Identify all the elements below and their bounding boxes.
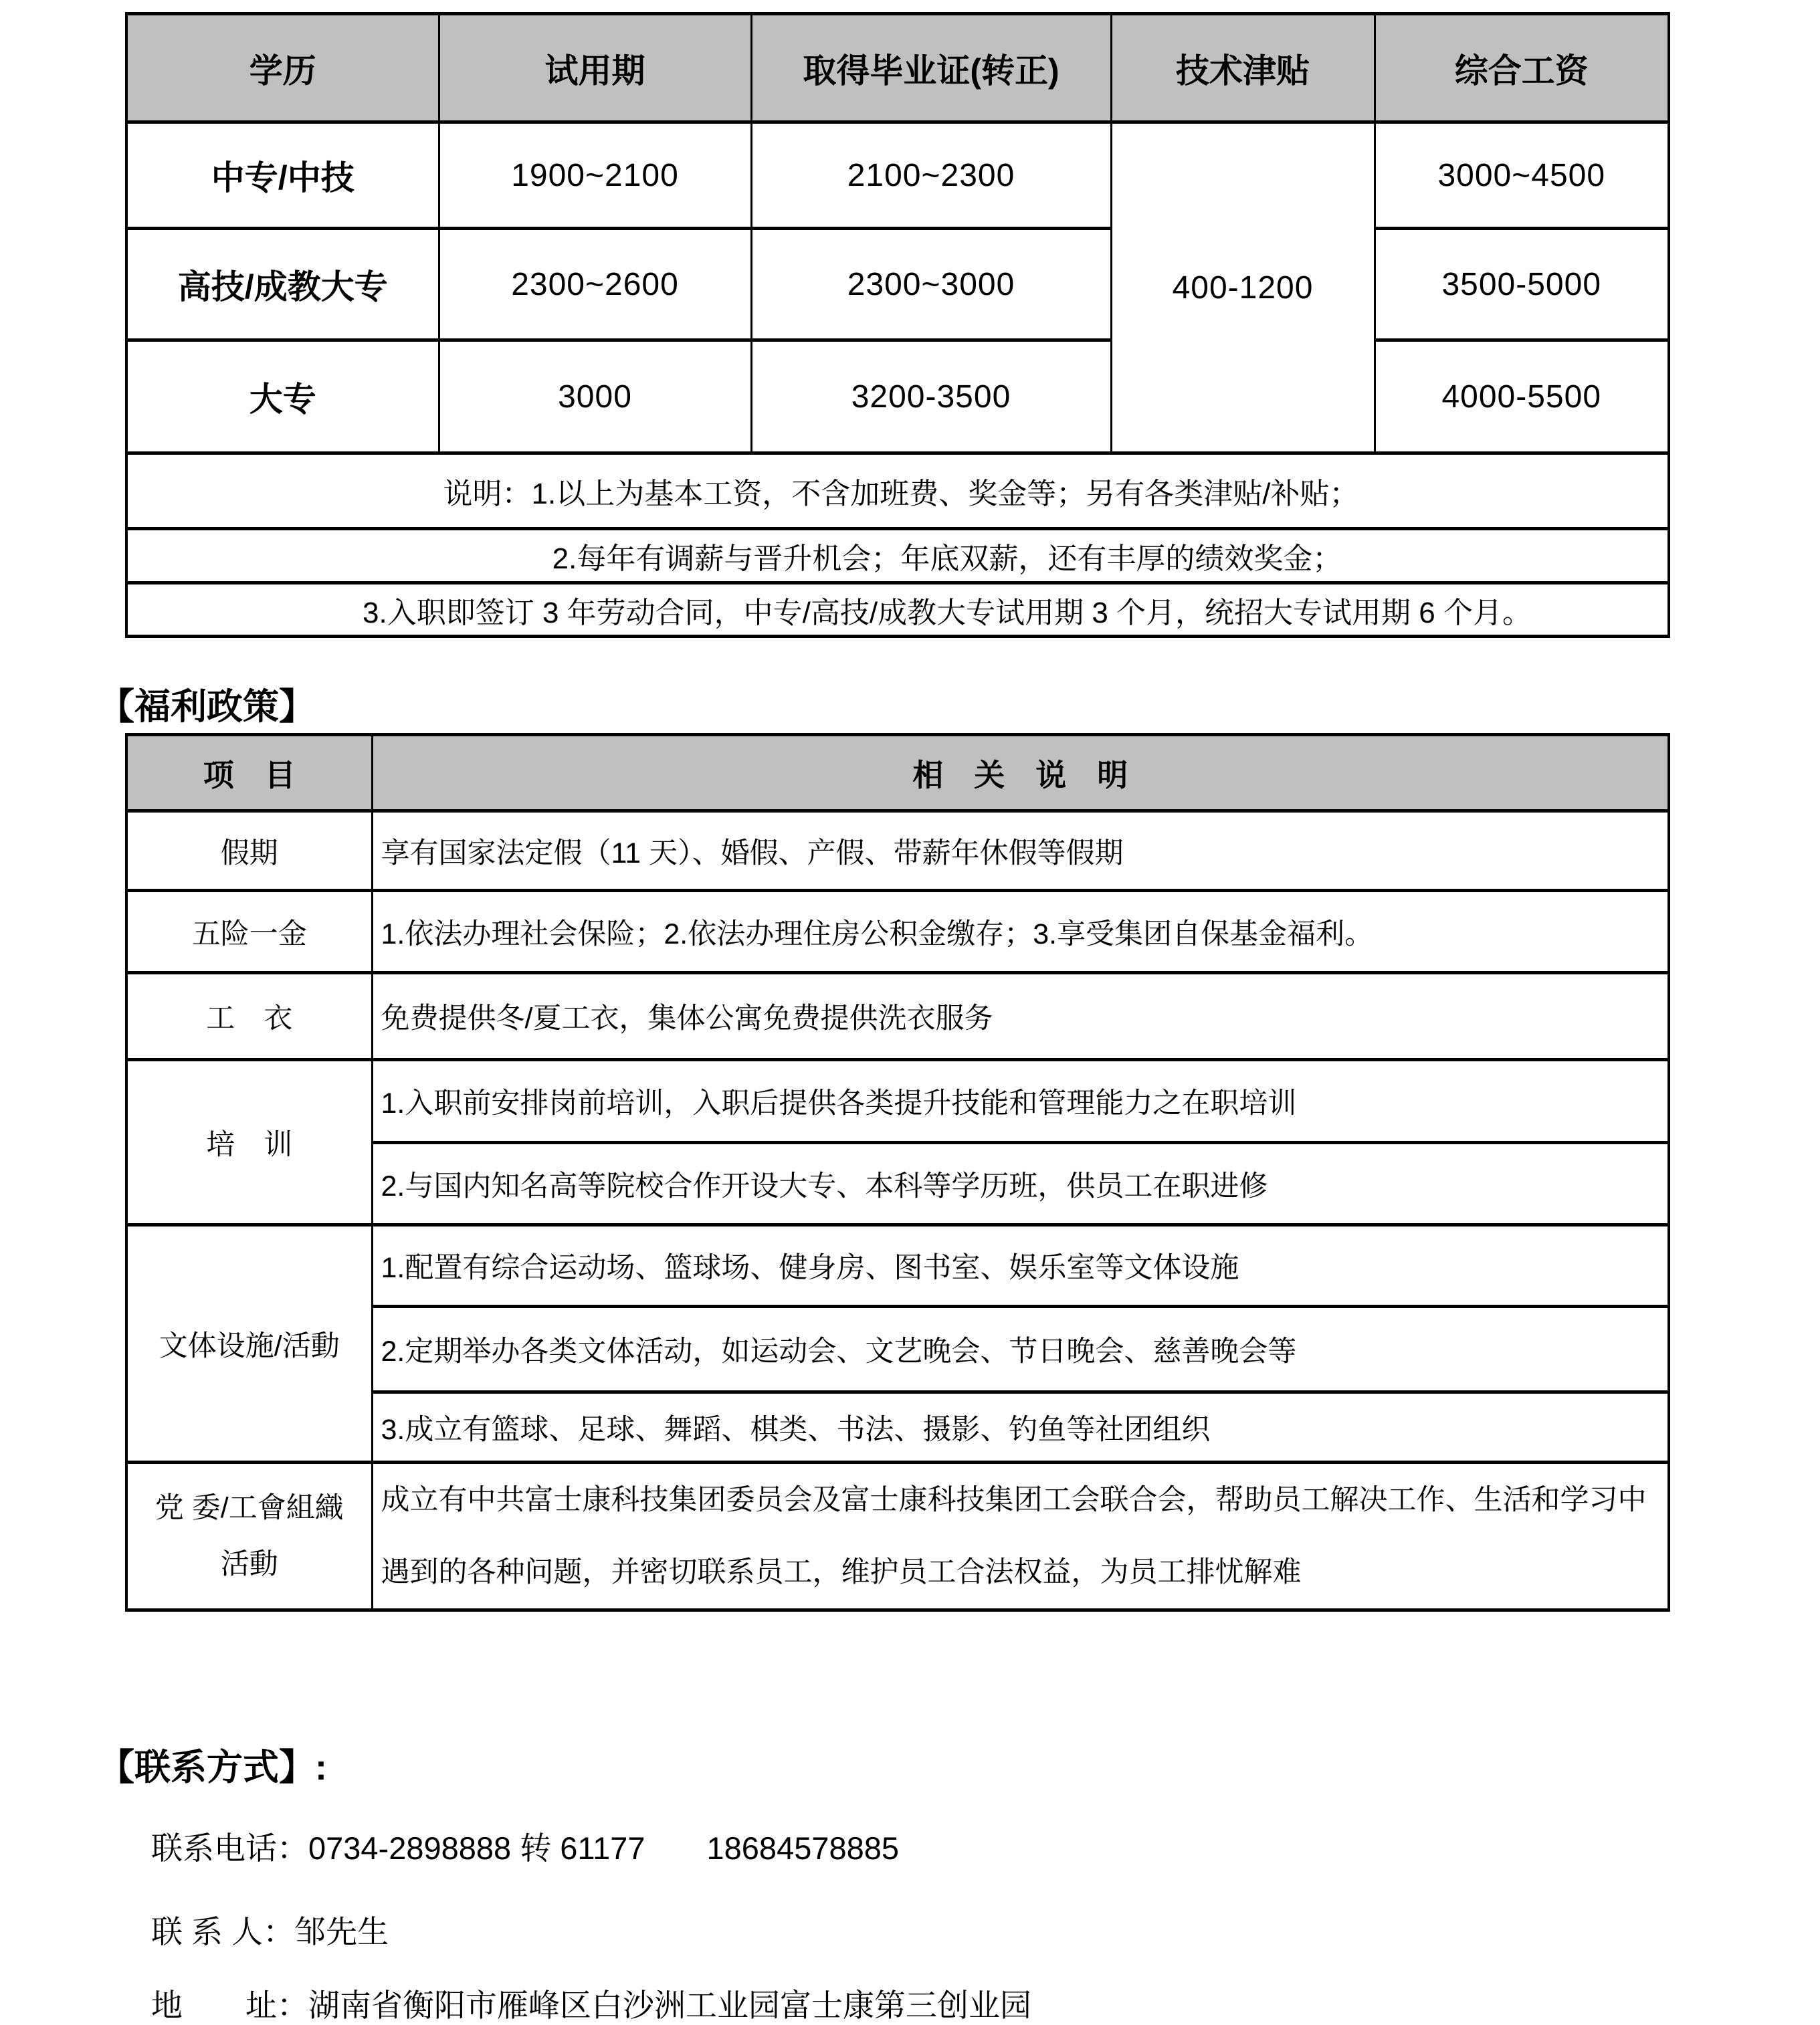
welfare-row-insurance: [126, 891, 1669, 973]
total-salary-cell: 4000-5500: [1375, 340, 1669, 453]
salary-note-3: 3.入职即签订 3 年劳动合同，中专/高技/成教大专试用期 3 个月，统招大专试用期 6 个月。: [126, 583, 1669, 637]
welfare-row-holiday: [126, 811, 1669, 891]
probation-cell: 3000: [439, 340, 751, 453]
salary-row-gaoji: [126, 229, 1669, 340]
education-cell: 高技/成教大专: [126, 229, 439, 340]
welfare-item-label: 五险一金: [126, 891, 372, 973]
welfare-item-label: [126, 1463, 372, 1610]
education-cell: 中专/中技: [126, 122, 439, 229]
contact-person-label: 联 系 人：: [151, 1914, 295, 1949]
welfare-item-desc: 1.入职前安排岗前培训，入职后提供各类提升技能和管理能力之在职培训: [372, 1060, 1669, 1143]
contact-person-line: [151, 1907, 389, 1952]
probation-cell: 2300~2600: [439, 229, 751, 340]
education-cell: 大专: [126, 340, 439, 453]
salary-row-zhongzhuan: [126, 122, 1669, 229]
salary-note-row-2: [126, 529, 1669, 583]
contact-phone-label: 联系电话：: [151, 1830, 308, 1866]
total-salary-cell: 3000~4500: [1375, 122, 1669, 229]
contact-phone-main: 0734-2898888 转 61177: [308, 1830, 645, 1866]
welfare-item-desc: 1.配置有综合运动场、篮球场、健身房、图书室、娱乐室等文体设施: [372, 1225, 1669, 1307]
welfare-item-label: 假期: [126, 811, 372, 891]
graduation-cell: 3200-3500: [751, 340, 1111, 453]
party-label-line1: 党 委/工會組織: [155, 1492, 344, 1524]
welfare-table: [125, 733, 1670, 1612]
welfare-item-desc: 2.与国内知名高等院校合作开设大专、本科等学历班，供员工在职进修: [372, 1143, 1669, 1225]
contact-phone-line: [151, 1824, 899, 1869]
welfare-item-desc: 2.定期举办各类文体活动，如运动会、文艺晚会、节日晚会、慈善晚会等: [372, 1307, 1669, 1392]
salary-row-dazhuan: [126, 340, 1669, 453]
graduation-cell: 2100~2300: [751, 122, 1111, 229]
graduation-cell: 2300~3000: [751, 229, 1111, 340]
welfare-item-desc: 1.依法办理社会保险；2.依法办理住房公积金缴存；3.享受集团自保基金福利。: [372, 891, 1669, 973]
welfare-item-label: 文体设施/活動: [126, 1225, 372, 1463]
salary-header-total-salary: 综合工资: [1375, 14, 1669, 122]
contact-phone-alt: 18684578885: [706, 1830, 900, 1866]
welfare-item-label: 培 训: [126, 1060, 372, 1225]
welfare-item-desc: 享有国家法定假（11 天）、婚假、产假、带薪年休假等假期: [372, 811, 1669, 891]
contact-section-title: 【联系方式】:: [98, 1747, 327, 1788]
salary-header-education: 学历: [126, 14, 439, 122]
welfare-item-label: 工 衣: [126, 973, 372, 1060]
party-label-line2: 活動: [220, 1548, 278, 1580]
welfare-item-desc: 免费提供冬/夏工衣，集体公寓免费提供洗衣服务: [372, 973, 1669, 1060]
salary-header-graduation: 取得毕业证(转正): [751, 14, 1111, 122]
salary-table: [125, 12, 1670, 638]
welfare-row-sports-1: [126, 1225, 1669, 1307]
salary-note-1: 说明：1.以上为基本工资，不含加班费、奖金等；另有各类津贴/补贴；: [126, 453, 1669, 529]
salary-header-probation: 试用期: [439, 14, 751, 122]
contact-address-line: [151, 1981, 1031, 2025]
welfare-header-item: 项 目: [126, 735, 372, 811]
welfare-row-uniform: [126, 973, 1669, 1060]
welfare-header-description: 相 关 说 明: [372, 735, 1669, 811]
contact-person-value: 邹先生: [294, 1914, 389, 1949]
salary-note-row-3: [126, 583, 1669, 637]
salary-note-row-1: [126, 453, 1669, 529]
welfare-header-row: [126, 735, 1669, 811]
salary-note-2: 2.每年有调薪与晋升机会；年底双薪，还有丰厚的绩效奖金；: [126, 529, 1669, 583]
welfare-item-desc: 3.成立有篮球、足球、舞蹈、棋类、书法、摄影、钓鱼等社团组织: [372, 1392, 1669, 1463]
welfare-row-party-union: [126, 1463, 1669, 1610]
contact-address-value: 湖南省衡阳市雁峰区白沙洲工业园富士康第三创业园: [308, 1988, 1031, 2023]
salary-header-row: [126, 14, 1669, 122]
total-salary-cell: 3500-5000: [1375, 229, 1669, 340]
contact-address-label: 地 址：: [151, 1988, 308, 2023]
welfare-row-training-1: [126, 1060, 1669, 1143]
tech-allowance-cell: 400-1200: [1111, 122, 1375, 453]
welfare-section-title: 【福利政策】: [98, 687, 315, 727]
welfare-item-desc: 成立有中共富士康科技集团委员会及富士康科技集团工会联合会，帮助员工解决工作、生活和学习中遇到的各种问题，并密切联系员工，维护员工合法权益，为员工排忧解难: [372, 1463, 1669, 1610]
probation-cell: 1900~2100: [439, 122, 751, 229]
salary-header-tech-allowance: 技术津贴: [1111, 14, 1375, 122]
